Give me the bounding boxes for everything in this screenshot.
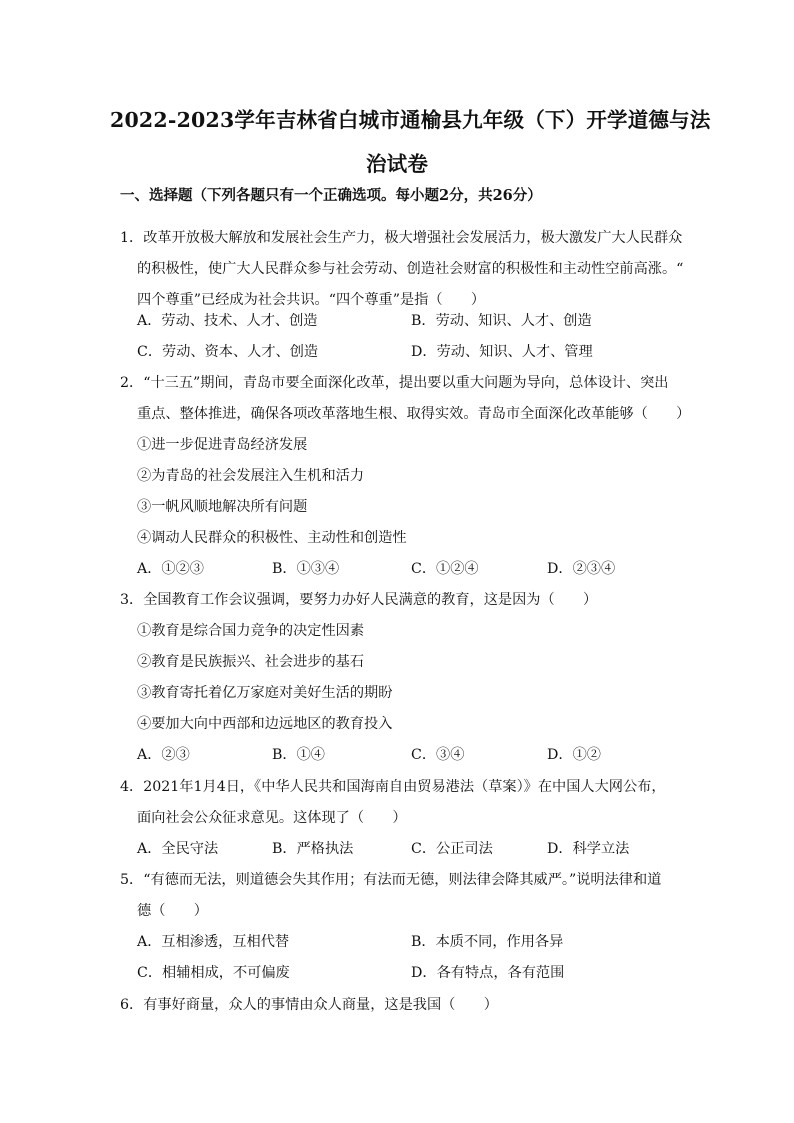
question-1-option-d: D．劳动、知识、人才、管理 (411, 344, 593, 360)
question-5-option-c: C．相辅相成，不可偏废 (137, 965, 290, 981)
question-6-line-1: 6．有事好商量，众人的事情由众人商量，这是我国（ ） (120, 997, 498, 1013)
question-2-statement-2: ②为青岛的社会发展注入生机和活力 (137, 468, 365, 484)
question-4-option-a: A．全民守法 (137, 841, 219, 857)
question-3-option-c: C．③④ (411, 747, 465, 763)
question-2-line-1: 2．“十三五”期间，青岛市要全面深化改革，提出要以重大问题为导向，总体设计、突出 (120, 375, 669, 391)
question-5-line-1: 5．“有德而无法，则道德会失其作用；有法而无德，则法律会降其威严。”说明法律和道 (120, 872, 662, 888)
question-1-option-c: C．劳动、资本、人才、创造 (137, 344, 319, 360)
question-5-line-2: 德（ ） (137, 903, 208, 919)
question-5-option-d: D．各有特点，各有范围 (411, 965, 565, 981)
page-title-line-2: 治试卷 (365, 152, 429, 176)
section-heading: 一、选择题（下列各题只有一个正确选项。每小题2分，共26分） (120, 187, 542, 204)
question-4-line-1: 4．2021年1月4日，《中华人民共和国海南自由贸易港法（草案）》在中国人大网公布， (120, 779, 666, 795)
question-3-statement-2: ②教育是民族振兴、社会进步的基石 (137, 654, 365, 670)
question-2-statement-4: ④调动人民群众的积极性、主动性和创造性 (137, 530, 407, 546)
question-1-line-2: 的积极性，使广大人民群众参与社会劳动、创造社会财富的积极性和主动性空前高涨。“ (137, 261, 684, 277)
question-4-line-2: 面向社会公众征求意见。这体现了（ ） (137, 810, 407, 826)
question-2-option-a: A．①②③ (137, 561, 204, 577)
question-3-option-a: A．②③ (137, 747, 190, 763)
question-4-option-b: B．严格执法 (272, 841, 354, 857)
question-3-statement-3: ③教育寄托着亿万家庭对美好生活的期盼 (137, 685, 393, 701)
question-2-statement-1: ①进一步促进青岛经济发展 (137, 437, 308, 453)
question-1-line-1: 1．改革开放极大解放和发展社会生产力，极大增强社会发展活力，极大激发广大人民群众 (120, 230, 683, 246)
question-3-option-b: B．①④ (272, 747, 325, 763)
question-3-statement-1: ①教育是综合国力竞争的决定性因素 (137, 623, 365, 639)
question-5-option-b: B．本质不同，作用各异 (411, 934, 564, 950)
question-1-option-b: B．劳动、知识、人才、创造 (411, 313, 592, 329)
question-1-option-a: A．劳动、技术、人才、创造 (137, 313, 318, 329)
question-3-statement-4: ④要加大向中西部和边远地区的教育投入 (137, 716, 393, 732)
question-4-option-d: D．科学立法 (547, 841, 630, 857)
question-2-option-b: B．①③④ (272, 561, 340, 577)
question-2-statement-3: ③一帆风顺地解决所有问题 (137, 499, 308, 515)
question-3-line-1: 3．全国教育工作会议强调，要努力办好人民满意的教育，这是因为（ ） (120, 592, 598, 608)
question-5-option-a: A．互相渗透，互相代替 (137, 934, 290, 950)
question-1-line-3: 四个尊重”已经成为社会共识。“四个尊重”是指（ ） (137, 292, 486, 308)
question-2-option-d: D．②③④ (547, 561, 616, 577)
question-2-line-2: 重点、整体推进，确保各项改革落地生根、取得实效。青岛市全面深化改革能够（ ） (137, 406, 691, 422)
page-title-line-1: 2022-2023学年吉林省白城市通榆县九年级（下）开学道德与法 (110, 108, 711, 132)
question-3-option-d: D．①② (547, 747, 601, 763)
question-2-option-c: C．①②④ (411, 561, 479, 577)
question-4-option-c: C．公正司法 (411, 841, 493, 857)
